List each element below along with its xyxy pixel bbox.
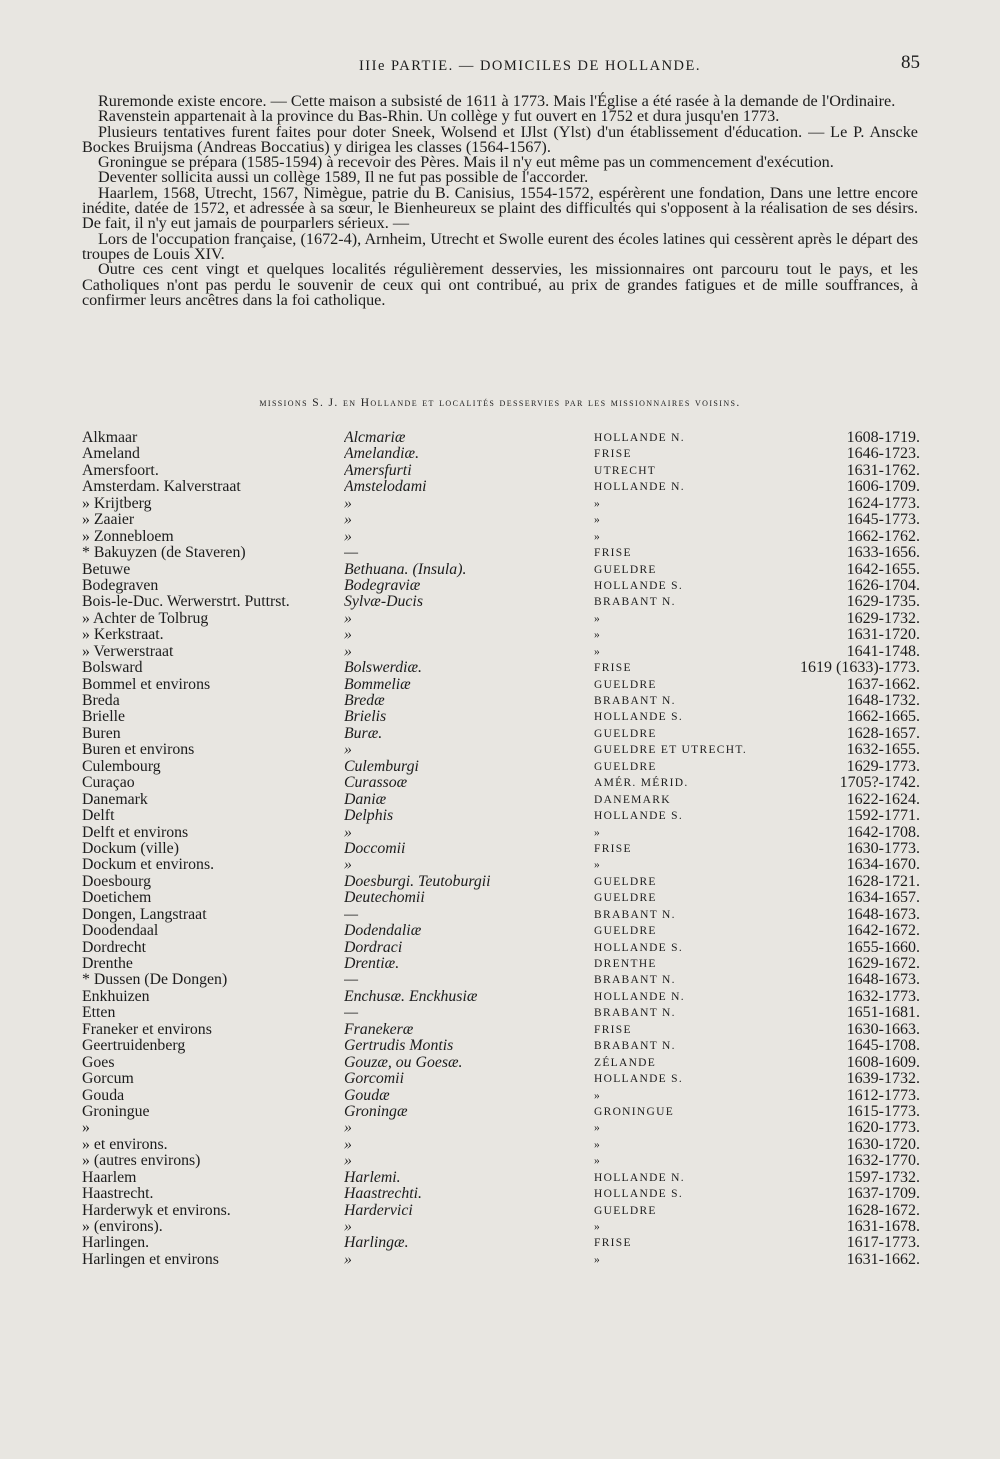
table-row <box>82 1120 922 1136</box>
date-range: 1646-1723. <box>846 446 920 463</box>
intro-paragraph: Lors de l'occupation française, (1672-4), Arnheim, Utrecht et Swolle eurent des écoles latines qui cessèrent après le départ des troupes de Louis XIV. <box>82 229 918 263</box>
province-name: BRABANT N. <box>594 908 676 921</box>
table-title: missions S. J. en Hollande et localités desservies par les missionnaires voisins. <box>259 397 741 409</box>
table-row <box>82 857 922 873</box>
table-row <box>82 808 922 824</box>
locality-name: Amsterdam. Kalverstraat <box>82 479 241 496</box>
latin-name: » <box>344 512 352 529</box>
province-name: GUELDRE <box>594 727 657 740</box>
province-name: UTRECHT <box>594 464 657 477</box>
latin-name: Curassoæ <box>344 775 408 792</box>
locality-name: Brielle <box>82 709 125 726</box>
province-name: FRISE <box>594 662 632 675</box>
latin-name: — <box>344 972 359 989</box>
table-row <box>82 1005 922 1021</box>
locality-name: Gouda <box>82 1087 125 1104</box>
locality-name: Bodegraven <box>82 577 159 594</box>
latin-name: Gouzæ, ou Goesæ. <box>344 1054 463 1071</box>
latin-name: Daniæ <box>344 791 387 808</box>
latin-name: — <box>344 545 359 562</box>
table-row <box>82 545 922 561</box>
locality-name: Bois-le-Duc. Werwerstrt. Puttrst. <box>82 594 290 611</box>
province-name: HOLLANDE N. <box>594 432 685 444</box>
locality-name: » Zonnebloem <box>82 528 174 545</box>
locality-name: Amersfoort. <box>82 462 159 479</box>
locality-name: Etten <box>82 1005 116 1022</box>
date-range: 1624-1773. <box>846 495 920 512</box>
province-name: HOLLANDE S. <box>594 1188 684 1201</box>
table-row <box>82 1055 922 1071</box>
date-range: 1622-1624. <box>846 791 920 808</box>
table-row <box>82 825 922 841</box>
locality-name: Haarlem <box>82 1169 137 1186</box>
latin-name: » <box>344 643 352 660</box>
table-row <box>82 693 922 709</box>
province-name: FRISE <box>594 1023 632 1036</box>
table-row <box>82 496 922 512</box>
date-range: 1608-1609. <box>846 1054 920 1071</box>
date-range: 1642-1655. <box>846 561 920 578</box>
table-row <box>82 841 922 857</box>
date-range: 1630-1773. <box>846 840 920 857</box>
intro-paragraph: Outre ces cent vingt et quelques localités régulièrement desservies, les missionnaires ont parcouru tout le pays, et les Catholiques n'ont pas perdu le souvenir de ceux qui ont contribué, au prix de grandes fatigues et de mille souffrances, à confirmer leurs ancêtres dans la foi catholique. <box>82 260 918 309</box>
province-name: » <box>594 826 602 839</box>
date-range: 1642-1672. <box>846 923 920 940</box>
province-name: GUELDRE <box>594 875 657 888</box>
table-row <box>82 923 922 939</box>
province-name: BRABANT N. <box>594 695 676 707</box>
latin-name: Goudæ <box>344 1087 390 1104</box>
locality-name: » Kerkstraat. <box>82 627 164 644</box>
latin-name: » <box>344 742 352 759</box>
date-range: 1628-1672. <box>846 1202 920 1219</box>
latin-name: » <box>344 495 352 512</box>
date-range: 1645-1708. <box>846 1038 920 1055</box>
province-name: ZÉLANDE <box>594 1056 657 1069</box>
date-range: 1642-1708. <box>846 824 920 841</box>
locality-name: Buren et environs <box>82 742 195 759</box>
latin-name: Enchusæ. Enckhusiæ <box>344 988 478 1005</box>
table-row <box>82 1137 922 1153</box>
date-range: 1620-1773. <box>846 1120 920 1137</box>
province-name: HOLLANDE S. <box>594 941 684 954</box>
latin-name: Gertrudis Montis <box>344 1038 454 1055</box>
date-range: 1629-1732. <box>846 610 920 627</box>
table-row <box>82 446 922 462</box>
date-range: 1633-1656. <box>846 545 920 562</box>
table-row <box>82 660 922 676</box>
table-row <box>82 512 922 528</box>
locality-name: Betuwe <box>82 561 131 578</box>
table-row <box>82 890 922 906</box>
table-row <box>82 529 922 545</box>
date-range: 1631-1762. <box>846 462 920 479</box>
table-row <box>82 792 922 808</box>
province-name: HOLLANDE S. <box>594 579 684 592</box>
table-row <box>82 956 922 972</box>
province-name: BRABANT N. <box>594 974 676 987</box>
latin-name: Amersfurti <box>344 462 412 479</box>
locality-name: » Krijtberg <box>82 495 152 512</box>
missions-table <box>82 430 922 1268</box>
province-name: HOLLANDE N. <box>594 481 685 494</box>
table-row <box>82 709 922 725</box>
latin-name: » <box>344 1120 352 1137</box>
latin-name: » <box>344 1219 352 1235</box>
running-title: IIIe PARTIE. — DOMICILES DE HOLLANDE. <box>358 58 702 74</box>
date-range: 1631-1720. <box>846 627 920 644</box>
locality-name: Harlingen. <box>82 1235 150 1252</box>
locality-name: » Achter de Tolbrug <box>82 610 209 627</box>
latin-name: Dordraci <box>344 939 403 956</box>
date-range: 1648-1673. <box>846 972 920 989</box>
latin-name: Harlemi. <box>344 1169 401 1186</box>
province-name: DANEMARK <box>594 793 671 806</box>
locality-name: Curaçao <box>82 775 135 792</box>
date-range: 1637-1662. <box>846 676 920 693</box>
latin-name: Groningæ <box>344 1103 408 1120</box>
table-row <box>82 907 922 923</box>
latin-name: Harlingæ. <box>344 1235 409 1252</box>
province-name: BRABANT N. <box>594 1007 676 1020</box>
latin-name: Brielis <box>344 709 387 726</box>
latin-name: » <box>344 610 352 627</box>
locality-name: Doetichem <box>82 890 152 907</box>
locality-name: » (autres environs) <box>82 1153 201 1170</box>
province-name: HOLLANDE N. <box>594 1171 685 1184</box>
province-name: BRABANT N. <box>594 1040 676 1053</box>
locality-name: Doodendaal <box>82 923 159 940</box>
table-row <box>82 627 922 643</box>
province-name: DRENTHE <box>594 958 657 970</box>
locality-name: Dockum (ville) <box>82 840 179 857</box>
date-range: 1628-1721. <box>846 873 920 890</box>
date-range: 1628-1657. <box>846 725 920 742</box>
locality-name: Doesbourg <box>82 873 152 890</box>
locality-name: * Dussen (De Dongen) <box>82 972 228 989</box>
latin-name: Alcmariæ <box>344 430 406 446</box>
date-range: 1632-1770. <box>846 1153 920 1170</box>
latin-name: — <box>344 1005 359 1022</box>
latin-name: Amelandiæ. <box>344 446 420 463</box>
latin-name: Culemburgi <box>344 758 419 775</box>
province-name: FRISE <box>594 448 632 461</box>
date-range: 1641-1748. <box>846 643 920 660</box>
page-header <box>0 52 1000 82</box>
table-row <box>82 1071 922 1087</box>
province-name: » <box>594 1122 602 1135</box>
locality-name: Bommel et environs <box>82 676 211 693</box>
date-range: 1629-1773. <box>846 758 920 775</box>
province-name: » <box>594 1221 602 1233</box>
table-row <box>82 562 922 578</box>
province-name: » <box>594 1089 602 1102</box>
table-row <box>82 644 922 660</box>
latin-name: Buræ. <box>344 725 383 742</box>
province-name: GUELDRE <box>594 1204 657 1217</box>
locality-name: Culembourg <box>82 758 161 775</box>
table-row <box>82 759 922 775</box>
intro-paragraph: Deventer sollicita aussi un collège 1589, Il ne fut pas possible de l'accorder. <box>98 168 589 187</box>
intro-paragraph: Haarlem, 1568, Utrecht, 1567, Nimègue, patrie du B. Canisius, 1554-1572, espérèrent une fondation, Dans une lettre encore inédite, datée de 1572, et adressée à sa sœur, le Bienheureux se plaint des difficultés qui s'opposent à la réalisation de ses désirs. De fait, il n'y eut jamais de pourparlers sérieux. — <box>82 183 918 233</box>
table-row <box>82 1252 922 1268</box>
date-range: 1634-1657. <box>846 890 920 907</box>
date-range: 1655-1660. <box>846 939 920 956</box>
locality-name: Gorcum <box>82 1071 134 1088</box>
locality-name: Ameland <box>82 446 140 463</box>
province-name: » <box>594 514 602 527</box>
province-name: » <box>594 1138 602 1151</box>
table-row <box>82 1170 922 1186</box>
table-row <box>82 1088 922 1104</box>
page-number: 85 <box>901 52 920 73</box>
latin-name: Franekeræ <box>344 1021 414 1038</box>
locality-name: » et environs. <box>82 1136 168 1153</box>
latin-name: » <box>344 857 352 874</box>
province-name: GUELDRE <box>594 563 657 576</box>
locality-name: » Verwerstraat <box>82 643 174 660</box>
locality-name: » Zaaier <box>82 512 135 529</box>
table-row <box>82 940 922 956</box>
latin-name: Haastrechti. <box>344 1186 422 1203</box>
locality-name: Goes <box>82 1054 115 1071</box>
locality-name: Geertruidenberg <box>82 1038 186 1055</box>
table-row <box>82 874 922 890</box>
date-range: 1632-1773. <box>846 988 920 1005</box>
locality-name: Bolsward <box>82 660 143 677</box>
date-range: 1630-1663. <box>846 1021 920 1038</box>
intro-paragraphs <box>82 94 918 308</box>
province-name: HOLLANDE S. <box>594 711 684 724</box>
province-name: » <box>594 1155 602 1168</box>
latin-name: Sylvæ-Ducis <box>344 594 423 611</box>
province-name: » <box>594 1253 602 1266</box>
province-name: » <box>594 645 602 658</box>
locality-name: » <box>82 1120 90 1137</box>
table-row <box>82 1022 922 1038</box>
date-range: 1634-1670. <box>846 857 920 874</box>
table-row <box>82 677 922 693</box>
latin-name: Gorcomii <box>344 1071 404 1088</box>
province-name: GUELDRE <box>594 678 657 691</box>
table-row <box>82 1104 922 1120</box>
latin-name: Dodendaliæ <box>344 923 422 940</box>
province-name: AMÉR. MÉRID. <box>594 777 689 790</box>
locality-name: Danemark <box>82 791 148 808</box>
locality-name: Delft et environs <box>82 824 189 841</box>
province-name: FRISE <box>594 1237 632 1250</box>
locality-name: Haastrecht. <box>82 1186 154 1203</box>
date-range: 1592-1771. <box>846 808 920 825</box>
table-row <box>82 611 922 627</box>
province-name: GUELDRE <box>594 892 657 905</box>
province-name: » <box>594 612 602 625</box>
table-row <box>82 726 922 742</box>
table-row <box>82 1203 922 1219</box>
province-name: BRABANT N. <box>594 596 676 609</box>
date-range: 1606-1709. <box>846 479 920 496</box>
province-name: GRONINGUE <box>594 1105 675 1118</box>
date-range: 1629-1735. <box>846 594 920 611</box>
latin-name: Bredæ <box>344 693 385 709</box>
table-row <box>82 972 922 988</box>
date-range: 1631-1662. <box>846 1251 920 1268</box>
latin-name: Bodegraviæ <box>344 577 421 594</box>
date-range: 1662-1762. <box>846 528 920 545</box>
locality-name: Drenthe <box>82 956 133 972</box>
date-range: 1629-1672. <box>846 956 920 972</box>
locality-name: Dockum et environs. <box>82 857 215 874</box>
province-name: GUELDRE ET UTRECHT. <box>594 744 747 757</box>
table-row <box>82 989 922 1005</box>
locality-name: Harlingen et environs <box>82 1251 219 1268</box>
latin-name: — <box>344 906 359 923</box>
date-range: 1632-1655. <box>846 742 920 759</box>
table-row <box>82 775 922 791</box>
locality-name: Groningue <box>82 1103 150 1120</box>
latin-name: Bolswerdiæ. <box>344 660 422 677</box>
locality-name: » (environs). <box>82 1219 163 1235</box>
date-range: 1648-1732. <box>846 693 920 709</box>
table-row <box>82 1153 922 1169</box>
province-name: GUELDRE <box>594 925 657 938</box>
table-row <box>82 578 922 594</box>
latin-name: Doesburgi. Teutoburgii <box>344 873 491 890</box>
date-range: 1637-1709. <box>846 1186 920 1203</box>
latin-name: » <box>344 528 352 545</box>
latin-name: » <box>344 824 352 841</box>
latin-name: Drentiæ. <box>344 956 400 972</box>
date-range: 1619 (1633)-1773. <box>800 660 920 677</box>
date-range: 1615-1773. <box>846 1103 920 1120</box>
date-range: 1626-1704. <box>846 577 920 594</box>
date-range: 1612-1773. <box>846 1087 920 1104</box>
locality-name: Breda <box>82 693 120 709</box>
latin-name: Bommeliæ <box>344 676 411 693</box>
locality-name: Dordrecht <box>82 939 147 956</box>
intro-paragraph: Groningue se prépara (1585-1594) à recevoir des Pères. Mais il n'y eut même pas un commencement d'exécution. <box>98 153 834 172</box>
latin-name: » <box>344 1251 352 1268</box>
province-name: » <box>594 629 602 642</box>
province-name: » <box>594 497 602 510</box>
table-row <box>82 430 922 446</box>
date-range: 1617-1773. <box>846 1235 920 1252</box>
table-row <box>82 594 922 610</box>
latin-name: » <box>344 1153 352 1170</box>
locality-name: * Bakuyzen (de Staveren) <box>82 545 246 562</box>
date-range: 1645-1773. <box>846 512 920 529</box>
table-row <box>82 1219 922 1235</box>
intro-paragraph: Plusieurs tentatives furent faites pour doter Sneek, Wolsend et IJlst (Ylst) d'un établissement d'éducation. — Le P. Anscke Bockes Bruijsma (Andreas Boccatius) y dirigea les classes (1564-1567). <box>82 122 918 156</box>
latin-name: Delphis <box>344 808 394 825</box>
locality-name: Franeker et environs <box>82 1021 212 1038</box>
province-name: HOLLANDE S. <box>594 1073 684 1086</box>
latin-name: Bethuana. (Insula). <box>344 561 467 578</box>
table-row <box>82 1038 922 1054</box>
table-row <box>82 1186 922 1202</box>
latin-name: Deutechomii <box>344 890 425 907</box>
table-row <box>82 1235 922 1251</box>
province-name: » <box>594 859 602 872</box>
locality-name: Alkmaar <box>82 430 138 446</box>
date-range: 1608-1719. <box>846 430 920 446</box>
latin-name: Amstelodami <box>344 479 427 496</box>
latin-name: » <box>344 1136 352 1153</box>
latin-name: Hardervici <box>344 1202 413 1219</box>
intro-paragraph: Ravenstein appartenait à la province du Bas-Rhin. Un collège y fut ouvert en 1752 et dura jusqu'en 1773. <box>98 107 780 126</box>
date-range: 1648-1673. <box>846 906 920 923</box>
table-row <box>82 742 922 758</box>
intro-paragraph: Ruremonde existe encore. — Cette maison a subsisté de 1611 à 1773. Mais l'Église a été rasée à la demande de l'Ordinaire. <box>98 92 896 110</box>
date-range: 1631-1678. <box>846 1219 920 1235</box>
date-range: 1639-1732. <box>846 1071 920 1088</box>
date-range: 1630-1720. <box>846 1136 920 1153</box>
locality-name: Dongen, Langstraat <box>82 906 207 923</box>
locality-name: Delft <box>82 808 115 825</box>
locality-name: Harderwyk et environs. <box>82 1202 231 1219</box>
province-name: FRISE <box>594 547 632 560</box>
locality-name: Buren <box>82 725 121 742</box>
province-name: FRISE <box>594 842 632 855</box>
province-name: HOLLANDE N. <box>594 990 685 1003</box>
date-range: 1597-1732. <box>846 1169 920 1186</box>
table-row <box>82 479 922 495</box>
province-name: » <box>594 530 602 543</box>
province-name: GUELDRE <box>594 760 657 773</box>
latin-name: Doccomii <box>344 840 406 857</box>
date-range: 1651-1681. <box>846 1005 920 1022</box>
date-range: 1662-1665. <box>846 709 920 726</box>
province-name: HOLLANDE S. <box>594 810 684 823</box>
date-range: 1705?-1742. <box>839 775 920 792</box>
latin-name: » <box>344 627 352 644</box>
table-row <box>82 463 922 479</box>
locality-name: Enkhuizen <box>82 988 150 1005</box>
